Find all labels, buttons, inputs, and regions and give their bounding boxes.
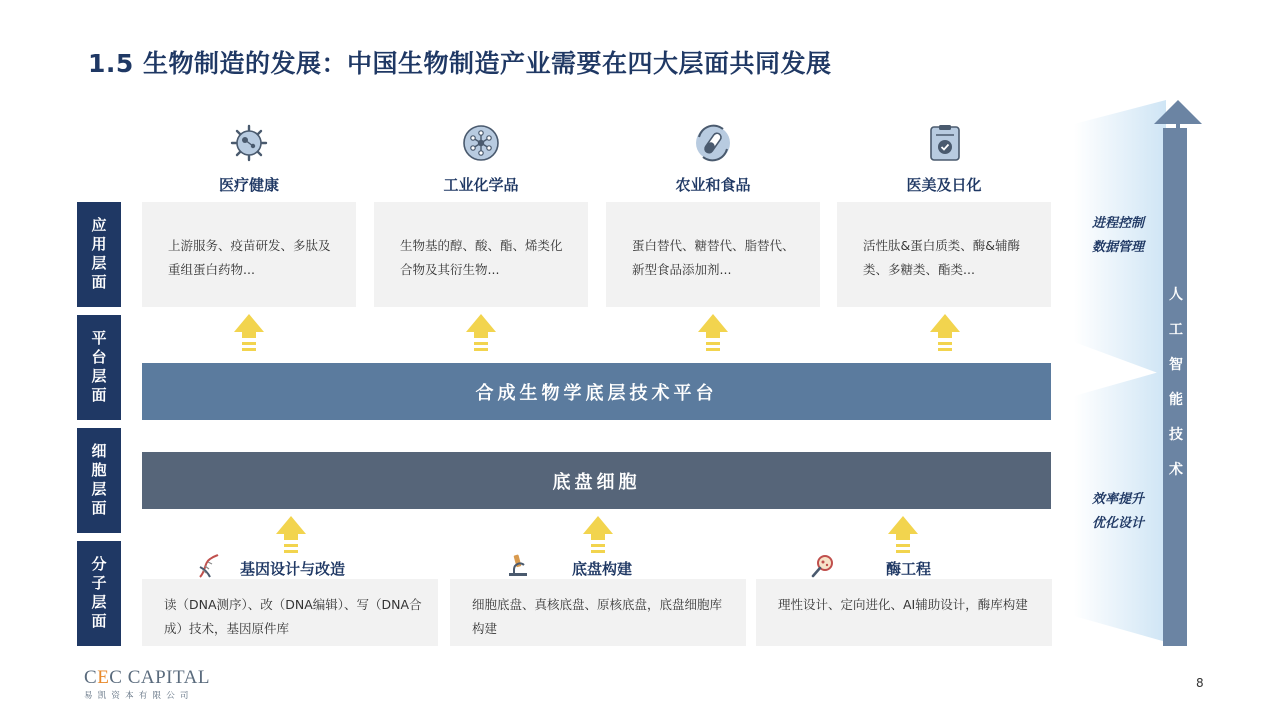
page-number: 8 (1196, 676, 1204, 690)
ai-technology-label: 人 工 智 能 技 术 (1169, 287, 1183, 478)
application-title-chemicals: 工业化学品 (443, 176, 519, 194)
side-note-efficiency-line2: 优化设计 (1092, 516, 1145, 531)
platform-bar: 合成生物学底层技术平台 (142, 363, 1051, 420)
side-note-process (1092, 212, 1144, 260)
up-arrow-icon (466, 314, 496, 352)
up-arrow-icon (698, 314, 728, 352)
application-title-agri-food: 农业和食品 (675, 176, 751, 194)
application-title-cosmetics: 医美及日化 (906, 176, 982, 194)
up-arrow-icon (930, 314, 960, 352)
magnifier-icon (810, 553, 836, 579)
molecular-title-enzyme: 酶工程 (886, 560, 932, 578)
side-note-process-line2: 数据管理 (1092, 240, 1145, 255)
layer-label-cell: 细胞层面 (77, 428, 121, 533)
microscope-icon (505, 553, 531, 579)
molecular-box-enzyme: 理性设计、定向进化、AI辅助设计，酶库构建 (756, 579, 1052, 646)
virus-gear-icon (229, 123, 269, 163)
side-note-process-line1: 进程控制 (1092, 216, 1145, 231)
application-title-healthcare: 医疗健康 (218, 176, 279, 194)
company-logo: CEC CAPITAL 易凯资本有限公司 (84, 667, 210, 701)
up-arrow-icon (888, 516, 918, 554)
application-box-healthcare: 上游服务、疫苗研发、多肽及重组蛋白药物... (142, 202, 356, 307)
clipboard-check-icon (925, 123, 965, 163)
layer-label-molecular: 分子层面 (77, 541, 121, 646)
up-arrow-icon (583, 516, 613, 554)
molecular-box-gene: 读（DNA测序）、改（DNA编辑）、写（DNA合成）技术，基因原件库 (142, 579, 438, 646)
molecular-box-chassis: 细胞底盘、真核底盘、原核底盘，底盘细胞库构建 (450, 579, 746, 646)
application-box-agri-food: 蛋白替代、糖替代、脂替代、新型食品添加剂... (606, 202, 820, 307)
molecular-header-gene (142, 553, 438, 579)
side-note-efficiency-line1: 效率提升 (1092, 492, 1145, 507)
chassis-cell-bar: 底盘细胞 (142, 452, 1051, 509)
molecular-header-chassis (450, 553, 746, 579)
side-note-efficiency (1092, 488, 1144, 536)
molecular-title-chassis: 底盘构建 (572, 560, 633, 578)
page-title: 1.5 生物制造的发展：中国生物制造产业需要在四大层面共同发展 (88, 49, 832, 78)
application-box-chemicals: 生物基的醇、酸、酯、烯类化合物及其衍生物... (374, 202, 588, 307)
molecular-title-gene: 基因设计与改造 (240, 560, 346, 578)
molecular-header-enzyme (756, 553, 1052, 579)
dna-icon (196, 553, 222, 579)
up-arrow-icon (234, 314, 264, 352)
test-tube-icon (693, 123, 733, 163)
application-box-cosmetics: 活性肽&蛋白质类、酶&辅酶类、多糖类、酯类... (837, 202, 1051, 307)
up-arrow-icon (276, 516, 306, 554)
layer-label-platform: 平台层面 (77, 315, 121, 420)
molecule-icon (461, 123, 501, 163)
layer-label-application: 应用层面 (77, 202, 121, 307)
